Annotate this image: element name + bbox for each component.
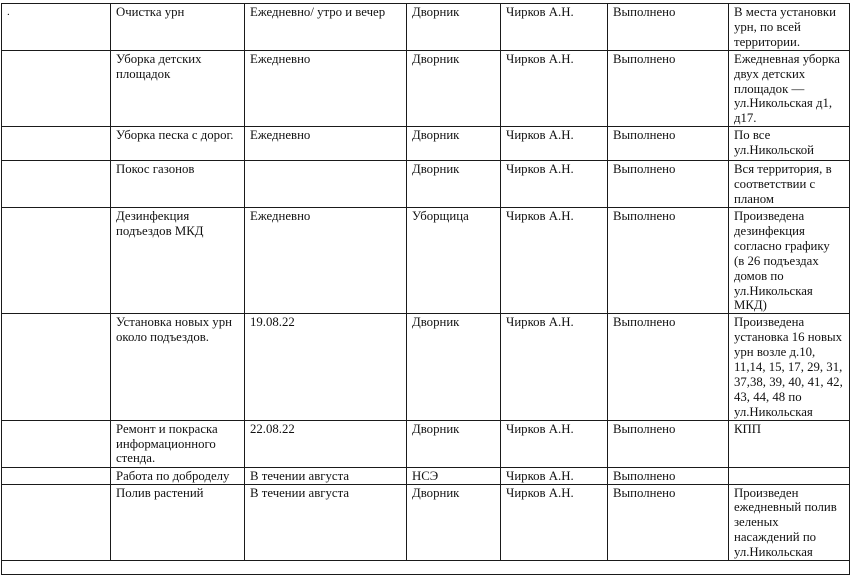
executor-cell: Дворник [407,420,501,467]
table-row [2,161,850,208]
row-number-cell [2,161,111,208]
status-cell: Выполнено [608,127,729,161]
work-cell: Очистка урн [111,4,245,51]
table-row [2,50,850,127]
note-cell: Произведена дезинфекция согласно графику (в 26 подъездах домов по ул.Никольская МКД) [729,207,850,313]
period-cell: 19.08.22 [245,314,407,420]
note-cell: Вся территория, в соответствии с планом [729,161,850,208]
status-cell: Выполнено [608,484,729,561]
responsible-cell: Чирков А.Н. [501,420,608,467]
status-cell: Выполнено [608,161,729,208]
responsible-cell: Чирков А.Н. [501,161,608,208]
table-row [2,207,850,313]
note-cell: Ежедневная уборка двух детских площадок — ул.Никольская д1, д17. [729,50,850,127]
work-cell: Ремонт и покраска информационного стенда. [111,420,245,467]
executor-cell: Дворник [407,4,501,51]
responsible-cell: Чирков А.Н. [501,314,608,420]
work-cell: Уборка песка с дорог. [111,127,245,161]
note-cell: По все ул.Никольской [729,127,850,161]
work-cell: Дезинфекция подъездов МКД [111,207,245,313]
row-number-cell [2,314,111,420]
period-cell: Ежедневно [245,50,407,127]
status-cell: Выполнено [608,467,729,484]
row-number-cell [2,50,111,127]
work-cell: Полив растений [111,484,245,561]
responsible-cell: Чирков А.Н. [501,4,608,51]
table-row [2,4,850,51]
table-row [2,314,850,420]
note-cell: КПП [729,420,850,467]
status-cell: Выполнено [608,420,729,467]
empty-cell [2,561,850,575]
responsible-cell: Чирков А.Н. [501,484,608,561]
responsible-cell: Чирков А.Н. [501,127,608,161]
period-cell: В течении августа [245,484,407,561]
status-cell: Выполнено [608,50,729,127]
period-cell: В течении августа [245,467,407,484]
period-cell: Ежедневно [245,207,407,313]
note-cell: Произведена установка 16 новых урн возле д.10, 11,14, 15, 17, 29, 31, 37,38, 39, 40, 41, 42, 43, 44, 48 по ул.Никольская [729,314,850,420]
work-cell: Работа по доброделу [111,467,245,484]
works-table [1,3,850,575]
row-number-cell [2,467,111,484]
responsible-cell: Чирков А.Н. [501,207,608,313]
executor-cell: Дворник [407,161,501,208]
executor-cell: Дворник [407,484,501,561]
row-number-cell [2,420,111,467]
period-cell: Ежедневно/ утро и вечер [245,4,407,51]
period-cell [245,161,407,208]
row-number-cell [2,484,111,561]
period-cell: 22.08.22 [245,420,407,467]
executor-cell: Уборщица [407,207,501,313]
empty-row [2,561,850,575]
note-cell [729,467,850,484]
responsible-cell: Чирков А.Н. [501,50,608,127]
work-cell: Уборка детских площадок [111,50,245,127]
note-cell: Произведен ежедневный полив зеленых насаждений по ул.Никольская [729,484,850,561]
row-number-cell: . [2,4,111,51]
executor-cell: Дворник [407,314,501,420]
responsible-cell: Чирков А.Н. [501,467,608,484]
row-number-cell [2,207,111,313]
status-cell: Выполнено [608,314,729,420]
table-row [2,420,850,467]
row-number-cell [2,127,111,161]
note-cell: В места установки урн, по всей территории. [729,4,850,51]
executor-cell: Дворник [407,50,501,127]
status-cell: Выполнено [608,207,729,313]
table-row [2,467,850,484]
table-row [2,484,850,561]
executor-cell: НСЭ [407,467,501,484]
status-cell: Выполнено [608,4,729,51]
period-cell: Ежедневно [245,127,407,161]
work-cell: Покос газонов [111,161,245,208]
executor-cell: Дворник [407,127,501,161]
table-row [2,127,850,161]
work-cell: Установка новых урн около подъездов. [111,314,245,420]
